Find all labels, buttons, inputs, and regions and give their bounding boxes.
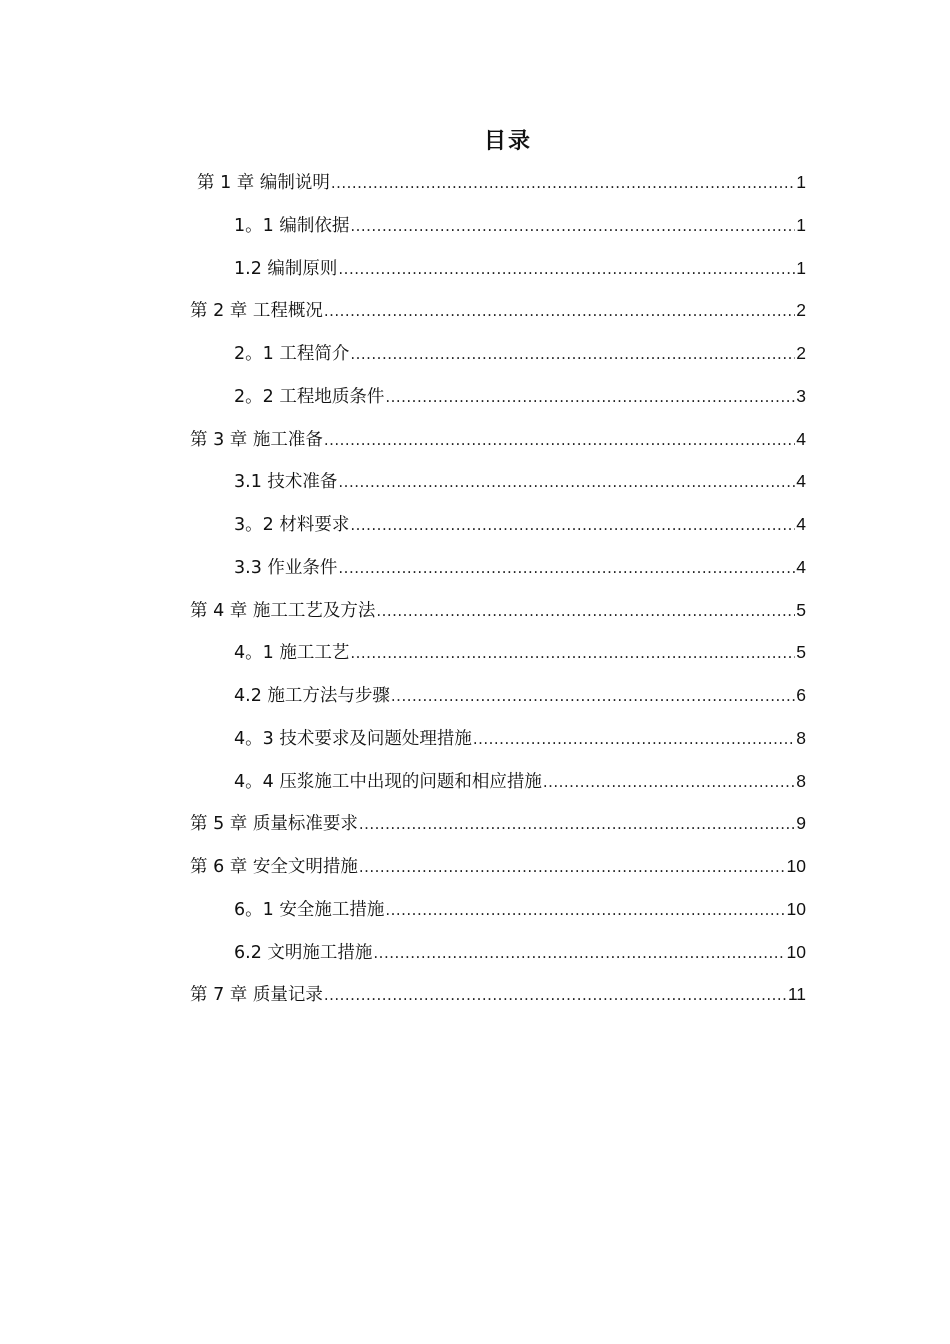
toc-page-number: 8 <box>796 727 806 748</box>
toc-page-number: 2 <box>796 343 806 363</box>
toc-entry-label: 2。2 工程地质条件 <box>234 386 385 407</box>
toc-dot-leader <box>350 340 795 368</box>
toc-entry[interactable] <box>190 938 806 981</box>
toc-dot-leader <box>331 169 795 197</box>
toc-entry[interactable] <box>190 425 806 468</box>
toc-dot-leader <box>376 597 795 625</box>
toc-dot-leader <box>473 725 795 753</box>
toc-dot-leader <box>350 639 795 667</box>
toc-title: 目录 <box>483 129 532 154</box>
toc-entry[interactable] <box>190 596 806 639</box>
toc-entry-label: 第 6 章 安全文明措施 <box>190 857 358 877</box>
toc-entry[interactable] <box>190 638 806 681</box>
toc-entry[interactable] <box>190 254 806 297</box>
toc-entry-label: 第 7 章 质量记录 <box>190 985 323 1006</box>
toc-entry[interactable] <box>190 168 806 211</box>
toc-page-number: 4 <box>796 556 806 577</box>
toc-entry[interactable] <box>190 553 806 596</box>
toc-page-number: 4 <box>796 471 806 492</box>
toc-entry[interactable] <box>190 724 806 767</box>
toc-entry[interactable] <box>190 852 806 895</box>
toc-dot-leader <box>391 682 795 710</box>
toc-dot-leader <box>338 255 795 283</box>
toc-entry-label: 3.3 作业条件 <box>234 557 338 578</box>
toc-page-number: 4 <box>796 428 806 449</box>
toc-entry[interactable] <box>190 681 806 724</box>
toc-entry[interactable] <box>190 510 806 553</box>
toc-page-number: 11 <box>787 984 806 1005</box>
toc-dot-leader <box>324 426 795 454</box>
toc-entry-label: 2。1 工程简介 <box>234 344 350 364</box>
toc-page-number: 10 <box>786 856 806 876</box>
toc-dot-leader <box>350 212 795 240</box>
toc-entry-label: 3.1 技术准备 <box>234 472 338 493</box>
toc-entry[interactable] <box>190 211 806 254</box>
toc-page-number: 3 <box>796 385 806 406</box>
toc-entry-label: 4。1 施工工艺 <box>234 643 350 664</box>
toc-entry[interactable] <box>190 980 806 1023</box>
toc-list <box>190 168 806 1023</box>
toc-entry-label: 4。4 压浆施工中出现的问题和相应措施 <box>234 771 542 792</box>
toc-entry-label: 1.2 编制原则 <box>234 258 338 279</box>
toc-entry-label: 3。2 材料要求 <box>234 515 350 535</box>
toc-entry-label: 第 5 章 质量标准要求 <box>190 814 358 835</box>
toc-page-number: 6 <box>796 685 806 705</box>
toc-page-number: 10 <box>786 898 806 919</box>
toc-dot-leader <box>359 810 795 838</box>
toc-entry[interactable] <box>190 467 806 510</box>
toc-page-number: 1 <box>796 257 806 278</box>
toc-page-number: 2 <box>796 300 806 321</box>
toc-entry-label: 第 3 章 施工准备 <box>190 429 323 450</box>
toc-entry-label: 4。3 技术要求及问题处理措施 <box>234 728 472 749</box>
toc-entry[interactable] <box>190 382 806 425</box>
toc-entry[interactable] <box>190 296 806 339</box>
toc-entry[interactable] <box>190 767 806 810</box>
toc-page-number: 10 <box>786 941 806 962</box>
toc-dot-leader <box>338 554 795 582</box>
toc-entry-label: 6。1 安全施工措施 <box>234 899 385 920</box>
toc-dot-leader <box>338 468 795 496</box>
toc-dot-leader <box>350 511 795 539</box>
toc-page-number: 5 <box>796 599 806 620</box>
toc-entry-label: 第 2 章 工程概况 <box>190 301 323 322</box>
toc-entry-label: 第 4 章 施工工艺及方法 <box>190 600 376 621</box>
toc-dot-leader <box>385 383 795 411</box>
toc-entry-label: 4.2 施工方法与步骤 <box>234 686 390 706</box>
toc-entry-label: 6.2 文明施工措施 <box>234 942 373 963</box>
toc-dot-leader <box>359 853 786 881</box>
toc-page-number: 9 <box>796 813 806 834</box>
toc-entry[interactable] <box>190 809 806 852</box>
toc-page-number: 5 <box>796 642 806 663</box>
toc-dot-leader <box>385 896 785 924</box>
toc-dot-leader <box>324 297 795 325</box>
toc-dot-leader <box>543 768 795 796</box>
toc-page-number: 8 <box>796 770 806 791</box>
toc-entry[interactable] <box>190 895 806 938</box>
toc-page-number: 4 <box>796 514 806 534</box>
toc-dot-leader <box>324 981 787 1009</box>
toc-page-number: 1 <box>796 172 806 192</box>
toc-dot-leader <box>373 939 785 967</box>
toc-page-number: 1 <box>796 214 806 235</box>
toc-entry[interactable] <box>190 339 806 382</box>
toc-entry-label: 第 1 章 编制说明 <box>197 173 330 193</box>
toc-entry-label: 1。1 编制依据 <box>234 215 350 236</box>
